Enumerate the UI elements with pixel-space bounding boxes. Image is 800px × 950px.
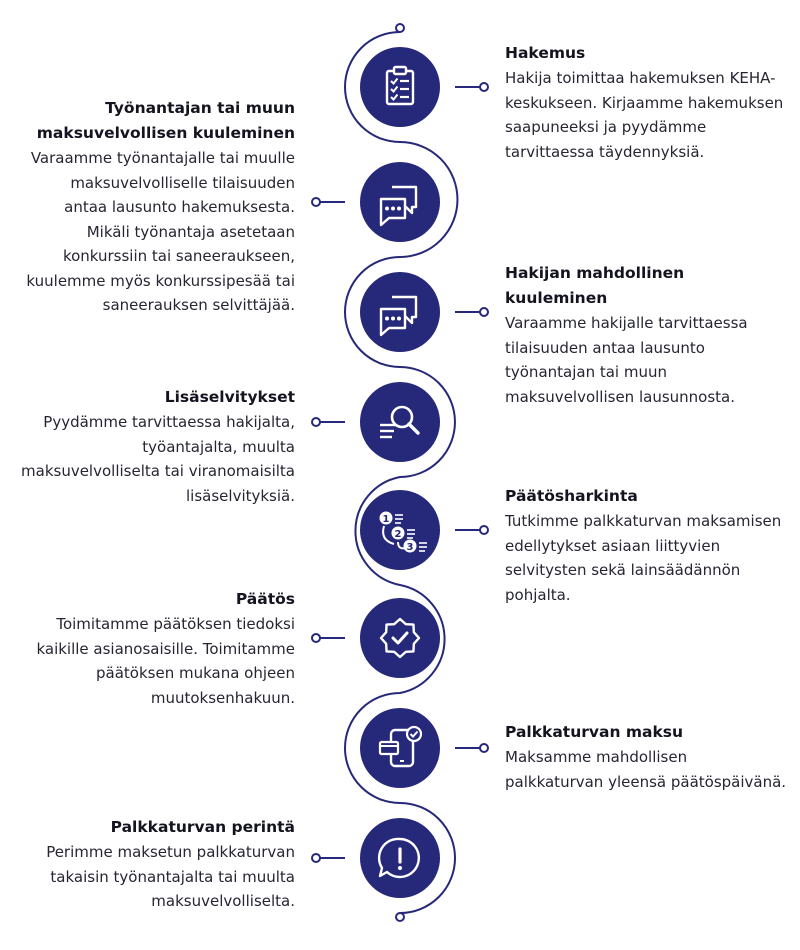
step-1-circle (360, 47, 440, 127)
step-3-description: Varaamme hakijalle tarvittaessa tilaisuuden antaa lausunto työnantajan tai muun maksuvelvollisen lausunnosta. (505, 314, 748, 406)
step-7-node (360, 708, 440, 788)
step-5-connector-dot (480, 526, 488, 534)
icon-digit-2: 2 (394, 529, 402, 540)
step-6-node (360, 598, 440, 678)
step-6-connector-dot (312, 634, 320, 642)
step-2-title: Työnantajan tai muun maksuvelvollisen kuuleminen (36, 99, 295, 142)
timeline-start-dot (396, 24, 404, 32)
step-4-text (10, 385, 295, 508)
timeline-end-dot (396, 913, 404, 921)
step-6-circle (360, 598, 440, 678)
step-4-connector-dot (312, 418, 320, 426)
step-4-circle (360, 382, 440, 462)
step-8-connector-dot (312, 854, 320, 862)
step-8-text (25, 815, 295, 914)
step-6-text (25, 587, 295, 710)
step-5-text (505, 484, 790, 607)
step-1-description: Hakija toimittaa hakemuksen KEHA-keskukseen. Kirjaamme hakemuksen saapuneeksi ja pyydämme tarvittaessa täydennyksiä. (505, 69, 784, 161)
step-8-description: Perimme maksetun palkkaturvan takaisin työnantajalta tai muulta maksuvelvolliselta. (46, 843, 295, 910)
icon-digit-1: 1 (382, 514, 390, 525)
step-3-node (360, 272, 440, 352)
step-7-description: Maksamme mahdollisen palkkaturvan yleensä päätöspäivänä. (505, 748, 787, 791)
step-7-connector-dot (480, 744, 488, 752)
step-2-connector-dot (312, 198, 320, 206)
step-4-node (360, 382, 440, 462)
step-2-node (360, 162, 440, 242)
step-4-description: Pyydämme tarvittaessa hakijalta, työantajalta, muulta maksuvelvolliselta tai viranomaisilta lisäselvityksiä. (21, 413, 295, 505)
step-1-title: Hakemus (505, 44, 586, 62)
step-8-node (360, 818, 440, 898)
step-5-node (360, 490, 440, 570)
step-2-description: Varaamme työnantajalle tai muulle maksuvelvolliselle tilaisuuden antaa lausunto hakemuksesta. Mikäli työnantaja asetetaan konkurssiin tai saneeraukseen, kuulemme myös konkurssipesää tai saneerauksen selvittäjää. (26, 149, 295, 314)
step-3-title: Hakijan mahdollinen kuuleminen (505, 264, 685, 307)
step-6-title: Päätös (235, 590, 295, 608)
step-3-text (505, 261, 790, 409)
step-2-text (25, 96, 295, 318)
step-1-text (505, 41, 790, 164)
step-5-title: Päätösharkinta (505, 487, 638, 505)
step-1-connector-dot (480, 83, 488, 91)
icon-digit-3: 3 (406, 542, 414, 553)
step-5-description: Tutkimme palkkaturvan maksamisen edellytykset asiaan liittyvien selvitysten sekä lainsäädännön pohjalta. (505, 512, 782, 604)
step-7-circle (360, 708, 440, 788)
step-4-title: Lisäselvitykset (164, 388, 295, 406)
step-7-title: Palkkaturvan maksu (505, 723, 684, 741)
step-7-text (505, 720, 790, 794)
step-6-description: Toimitamme päätöksen tiedoksi kaikille asianosaisille. Toimitamme päätöksen mukana ohjeen muutoksenhakuun. (36, 615, 295, 707)
step-8-title: Palkkaturvan perintä (110, 818, 295, 836)
step-1-node (360, 47, 440, 127)
step-3-connector-dot (480, 308, 488, 316)
